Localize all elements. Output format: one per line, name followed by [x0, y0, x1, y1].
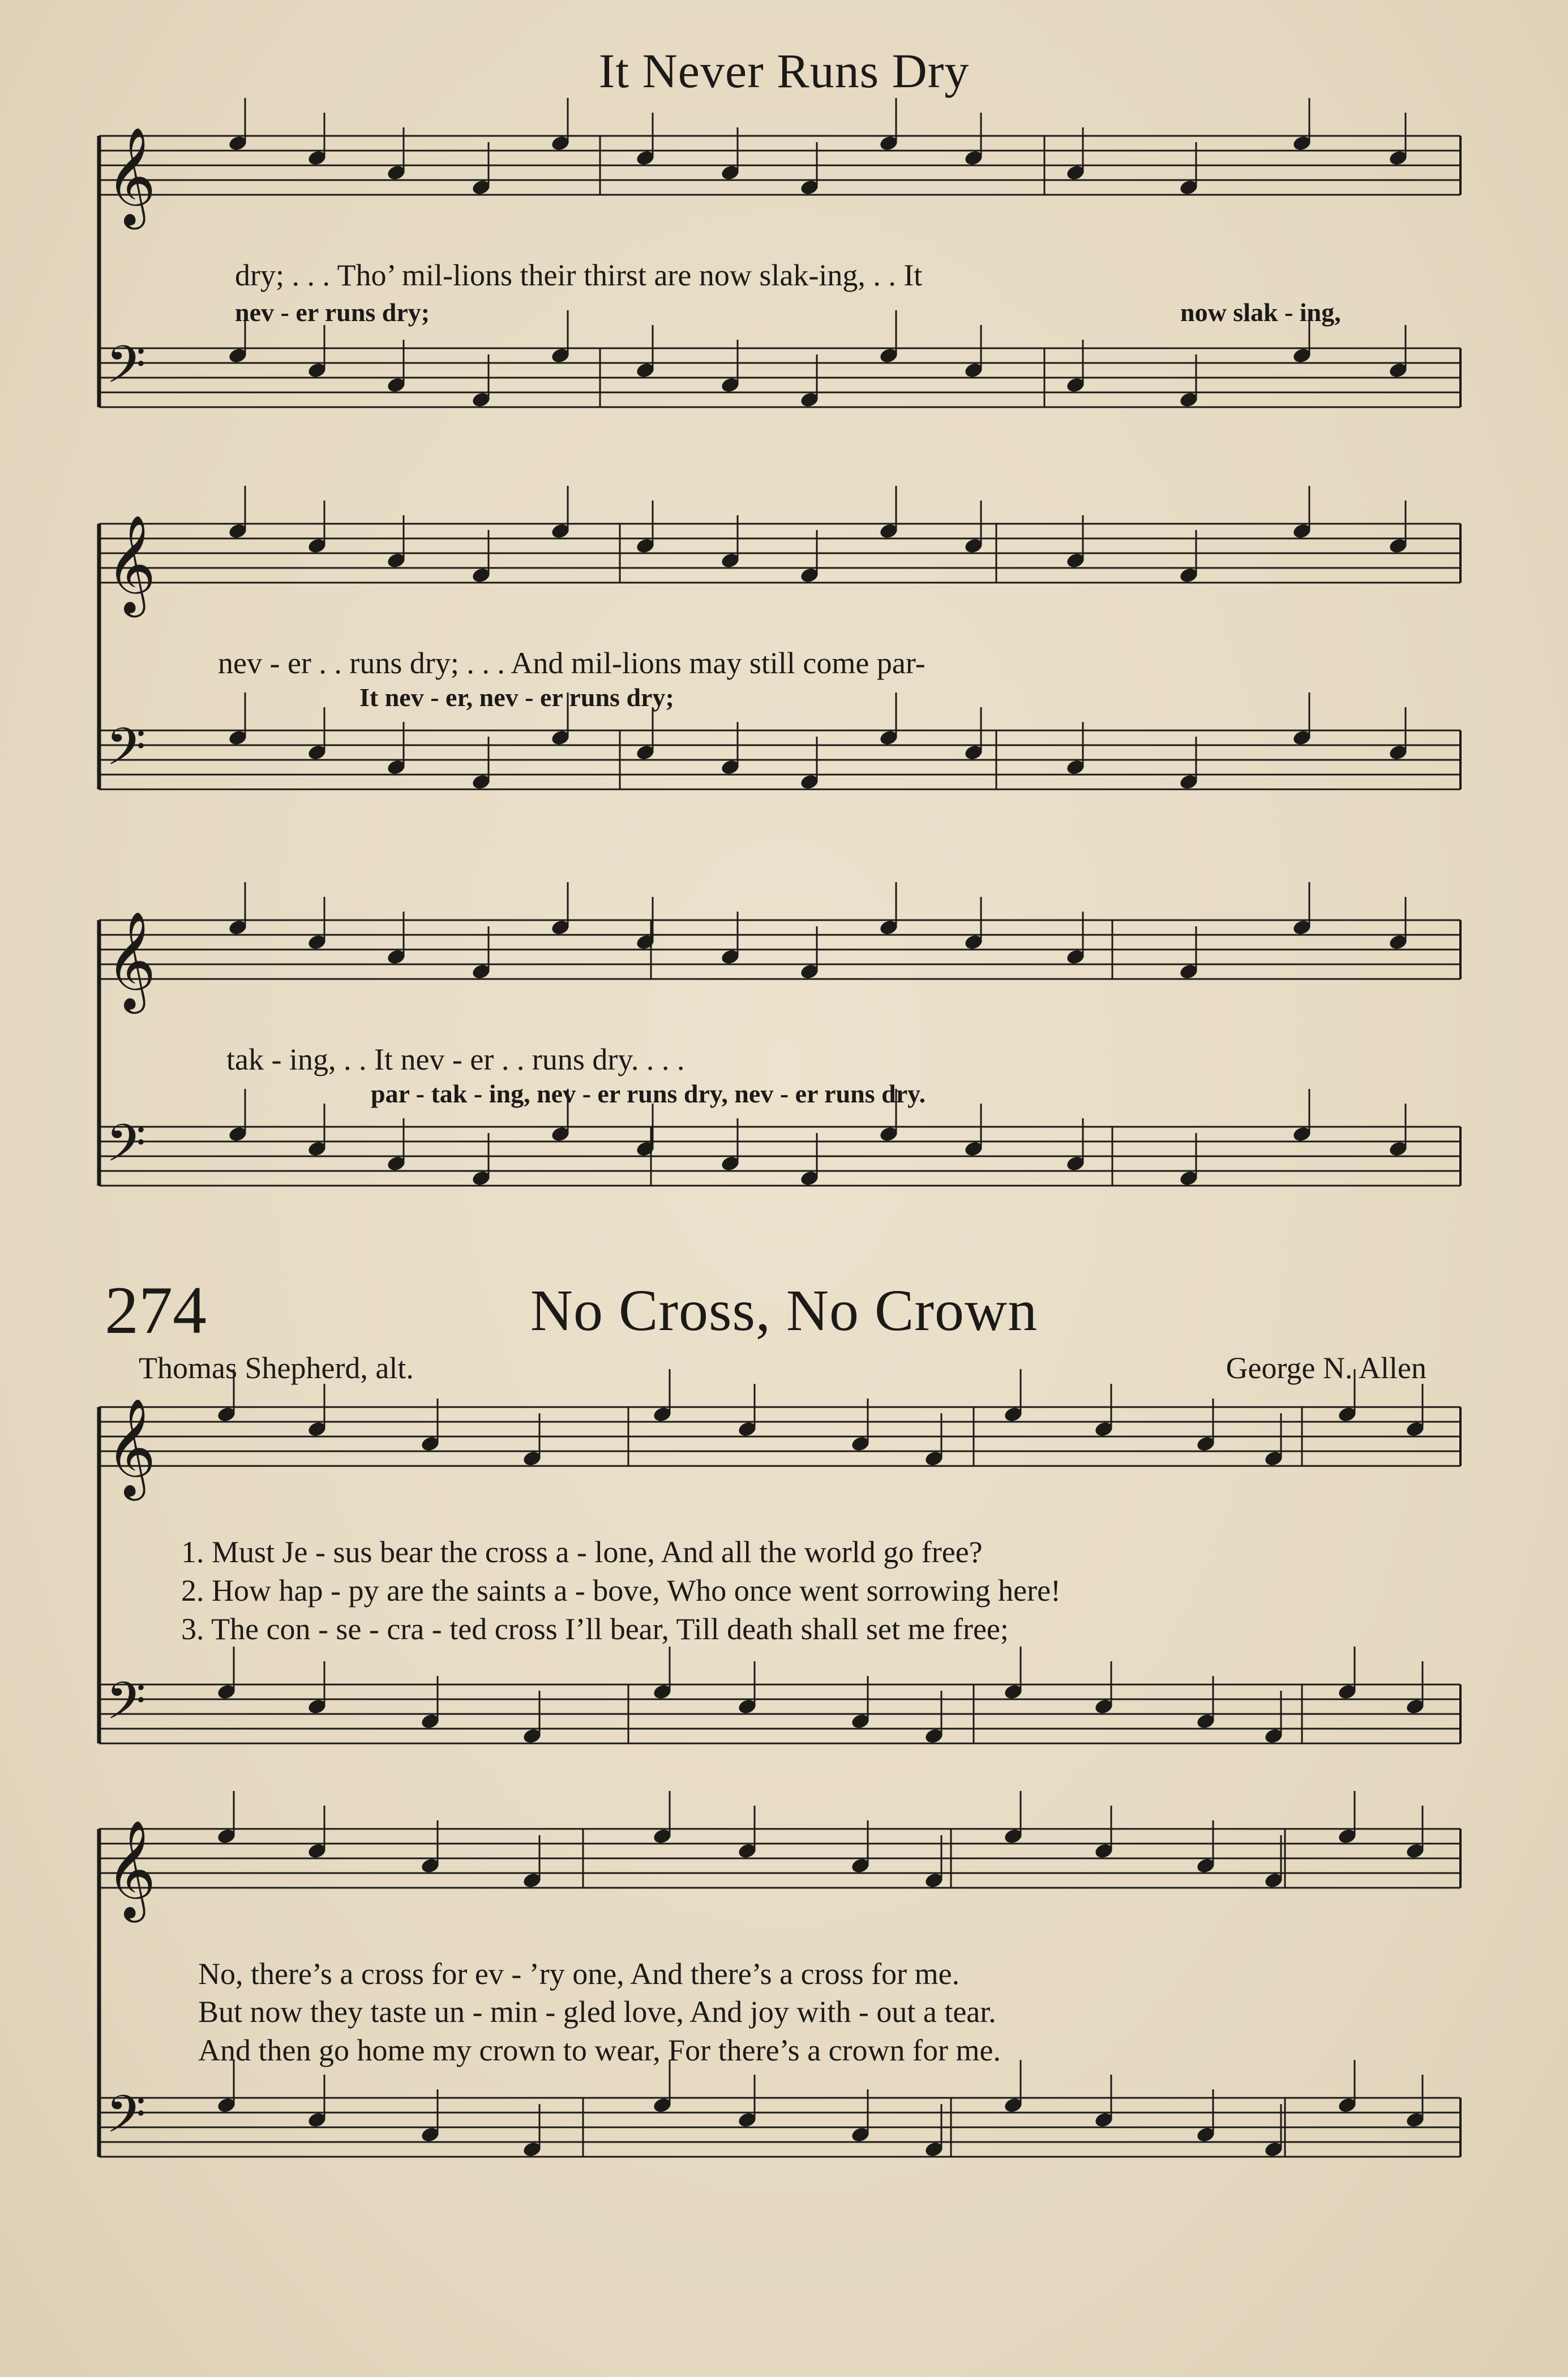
- clef-bass: 𝄢: [106, 2084, 146, 2157]
- lyrics-system2-melody: nev - er . . runs dry; . . . And mil-lions may still come par-: [218, 646, 926, 680]
- hymn-number: 274: [105, 1272, 207, 1348]
- clef-treble: 𝄞: [106, 515, 156, 613]
- clef-treble: 𝄞: [106, 127, 156, 225]
- lyrics-system1-melody: dry; . . . Tho’ mil-lions their thirst are now slak-ing, . . It: [235, 258, 923, 292]
- clef-bass: 𝄢: [106, 335, 146, 407]
- verse1-line1: 1. Must Je - sus bear the cross a - lone, And all the world go free?: [181, 1535, 983, 1569]
- hymn-title-no-cross-no-crown: No Cross, No Crown: [530, 1278, 1038, 1343]
- clef-bass: 𝄢: [106, 1113, 146, 1186]
- clef-bass: 𝄢: [106, 717, 146, 789]
- hymn-author: Thomas Shepherd, alt.: [139, 1351, 414, 1385]
- lyrics-system1-response-left: nev - er runs dry;: [235, 298, 430, 327]
- verse2-line1: 2. How hap - py are the saints a - bove, Who once went sorrowing here!: [181, 1574, 1061, 1608]
- hymn-composer: George N. Allen: [1226, 1351, 1426, 1385]
- lyrics-system3-melody: tak - ing, . . It nev - er . . runs dry. . . .: [226, 1042, 685, 1076]
- clef-treble: 𝄞: [106, 1398, 156, 1497]
- lyrics-system3-response: par - tak - ing, nev - er runs dry, nev - er runs dry.: [371, 1079, 926, 1108]
- hymn-title-it-never-runs-dry: It Never Runs Dry: [598, 44, 970, 98]
- lyrics-system1-response-right: now slak - ing,: [1180, 298, 1341, 327]
- verse3-line1: 3. The con - se - cra - ted cross I’ll bear, Till death shall set me free;: [181, 1612, 1009, 1646]
- verse1-line2: No, there’s a cross for ev - ’ry one, And there’s a cross for me.: [198, 1957, 960, 1991]
- lyrics-system2-response: It nev - er, nev - er runs dry;: [359, 683, 674, 712]
- verse3-line2: And then go home my crown to wear, For there’s a crown for me.: [198, 2033, 1001, 2067]
- clef-bass: 𝄢: [106, 1671, 146, 1743]
- clef-treble: 𝄞: [106, 1820, 156, 1918]
- verse2-line2: But now they taste un - min - gled love, And joy with - out a tear.: [198, 1995, 996, 2029]
- clef-treble: 𝄞: [106, 911, 156, 1010]
